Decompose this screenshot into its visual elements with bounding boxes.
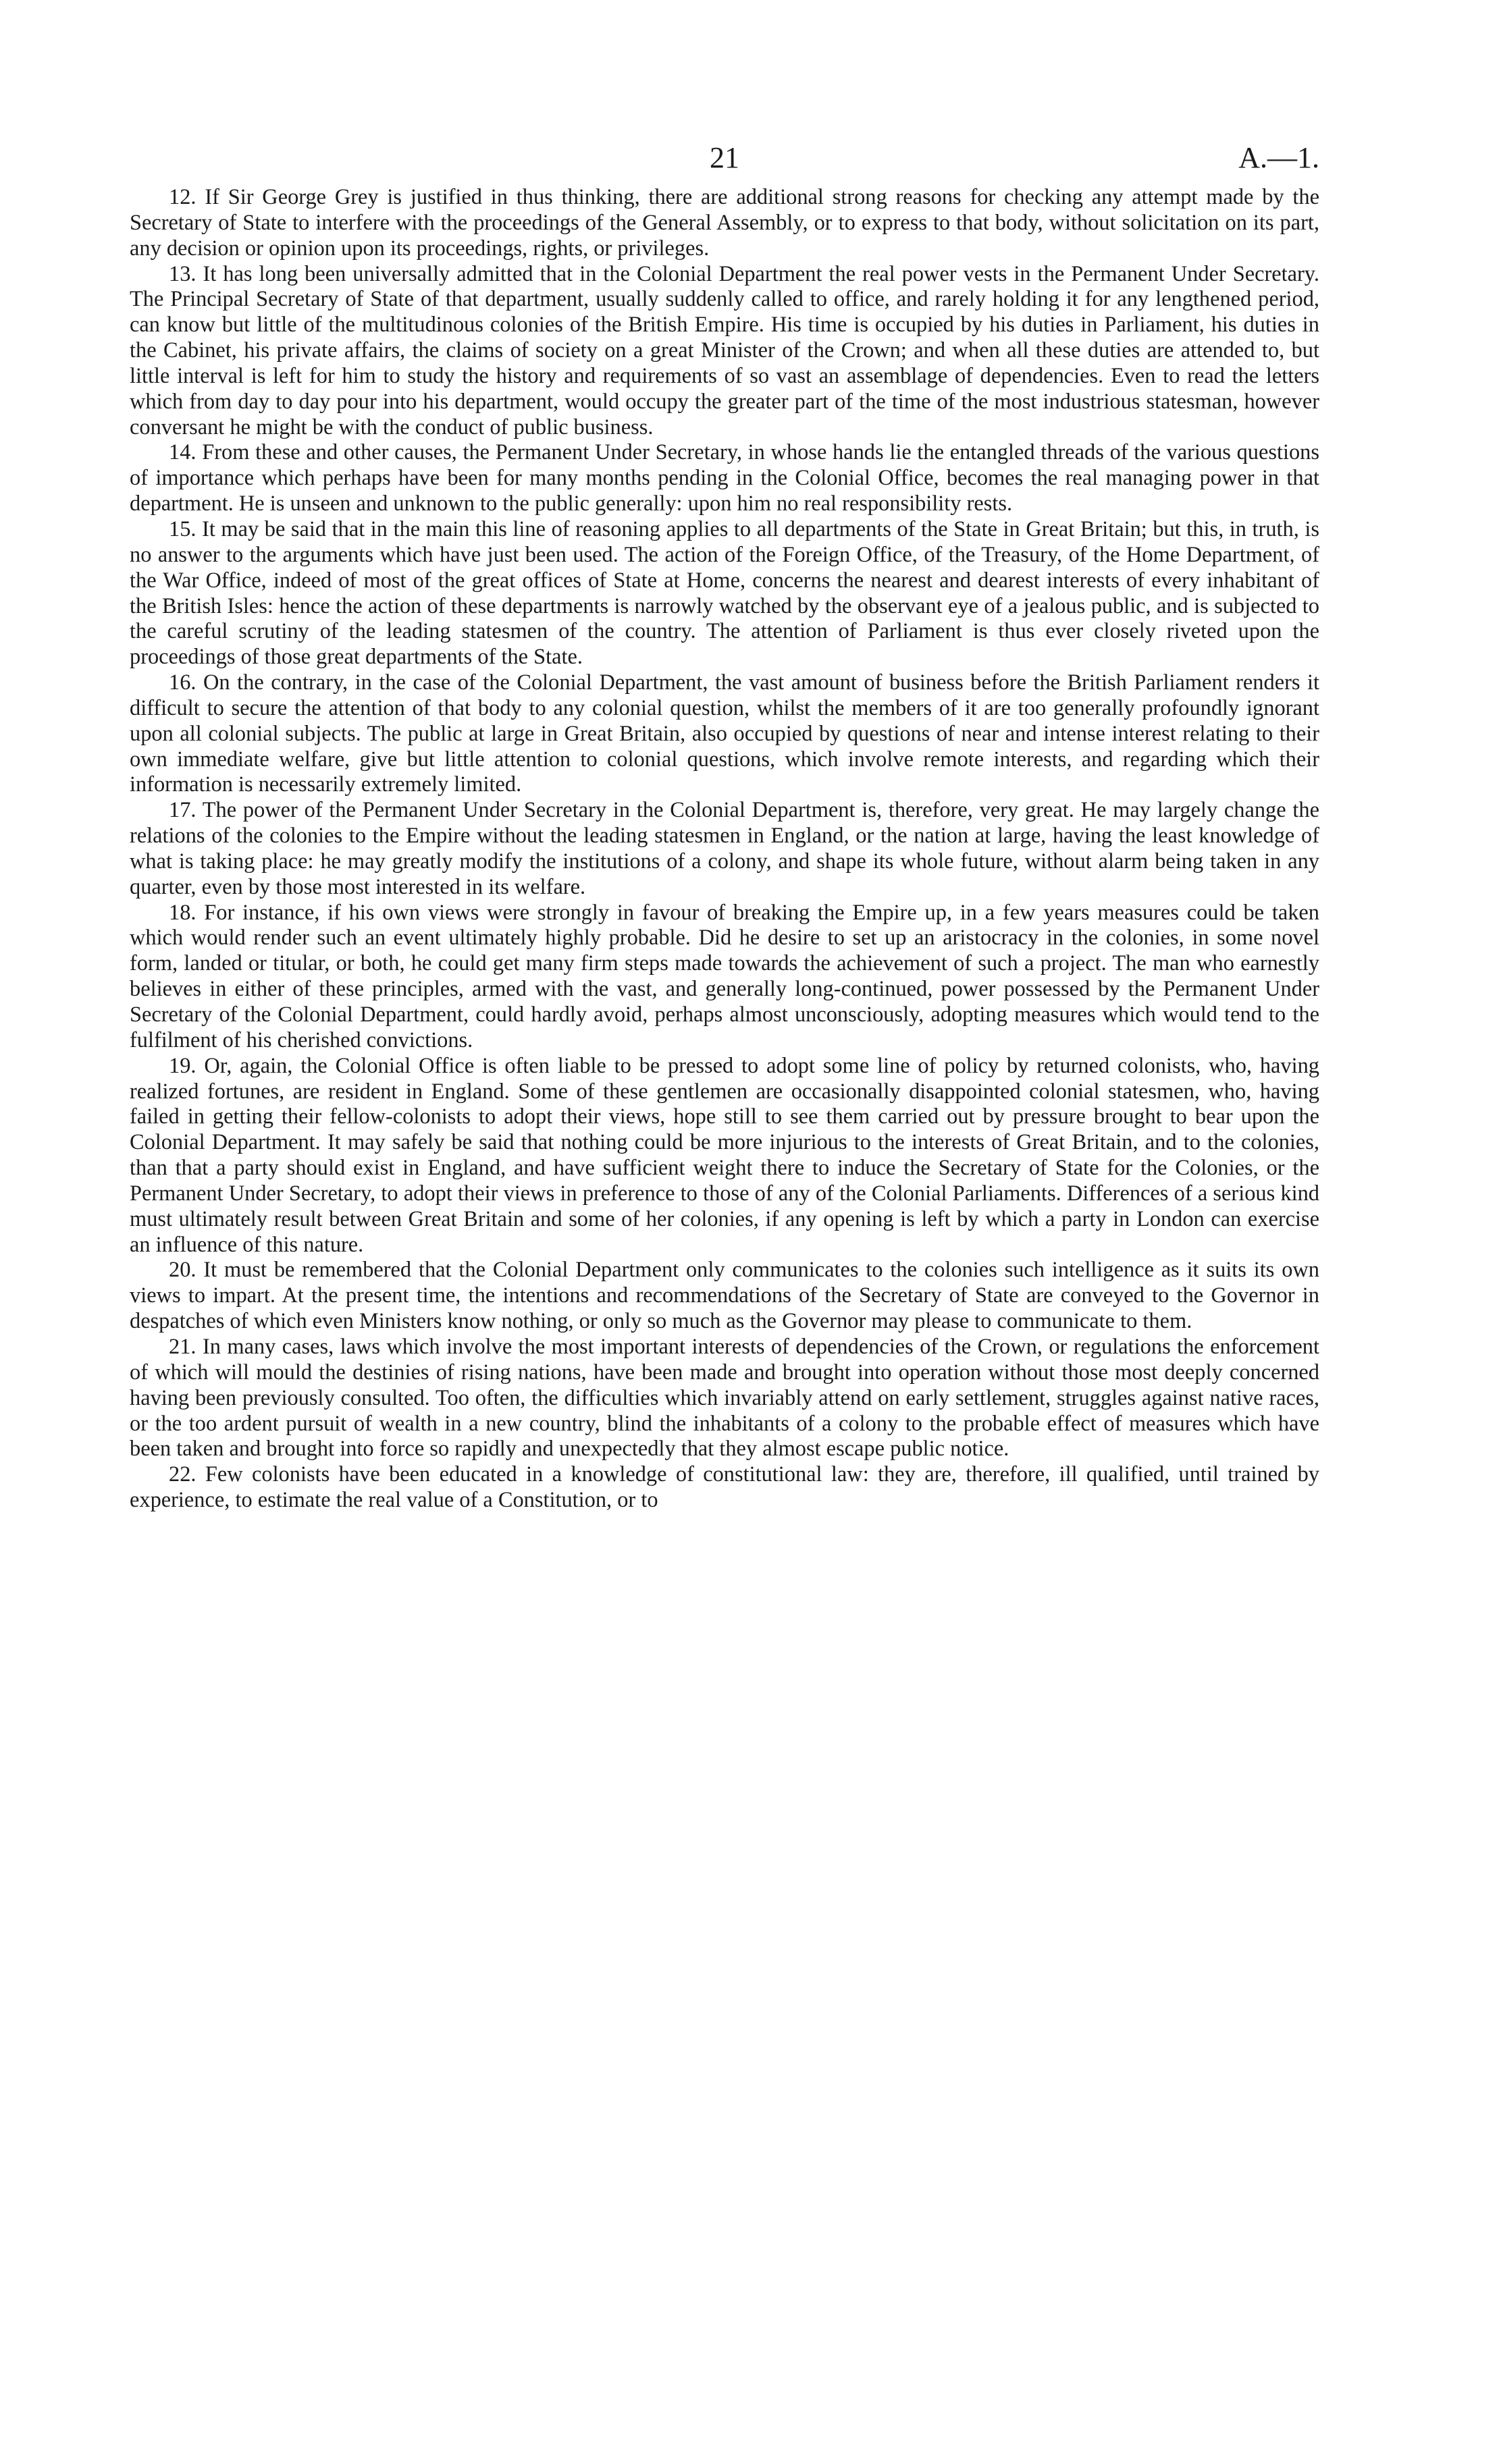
- paragraph-number: 17.: [169, 798, 196, 823]
- paragraph-text: In many cases, laws which involve the most important interests of dependencies of the Crown, or regulations the enforcement of which will mould the destinies of rising nations, have been made and brought into operation without those most deeply concerned having been previously consulted. Too often, the difficulties which invariably attend on early settlement, struggles against native races, or the too ardent pursuit of wealth in a new country, blind the inhabitants of a colony to the probable effect of measures which have been taken and brought into force so rapidly and unexpectedly that they almost escape public notice.: [130, 1334, 1319, 1462]
- paragraph-16: [130, 670, 1319, 798]
- paragraph-number: 16.: [169, 670, 196, 695]
- paragraph-15: [130, 517, 1319, 670]
- paragraph-22: [130, 1462, 1319, 1514]
- paragraph-21: [130, 1335, 1319, 1462]
- paragraph-19: [130, 1054, 1319, 1258]
- paragraph-number: 12.: [169, 185, 196, 209]
- paragraph-number: 20.: [169, 1258, 196, 1283]
- paragraph-text: For instance, if his own views were strongly in favour of breaking the Empire up, in a few years measures could be taken which would render such an event ultimately highly probable. Did he desire to set up an aristocracy in the colonies, in some novel form, landed or titular, or both, he could get many firm steps made towards the achievement of such a project. The man who earnestly believes in either of these principles, armed with the vast, and generally long-continued, power possessed by the Permanent Under Secretary of the Colonial Department, could hardly avoid, perhaps almost unconsciously, adopting measures which would tend to the fulfilment of his cherished convictions.: [130, 900, 1319, 1052]
- paragraph-20: [130, 1258, 1319, 1335]
- paragraph-text: The power of the Permanent Under Secretary in the Colonial Department is, therefore, very great. He may largely change the relations of the colonies to the Empire without the leading statesmen in England, or the nation at large, having the least knowledge of what is taking place: he may greatly modify the institutions of a colony, and shape its whole future, without alarm being taken in any quarter, even by those most interested in its welfare.: [130, 798, 1319, 899]
- paragraph-text: On the contrary, in the case of the Colonial Department, the vast amount of business before the British Parliament renders it difficult to secure the attention of that body to any colonial question, whilst the members of it are too generally profoundly ignorant upon all colonial subjects. The public at large in Great Britain, also occupied by questions of near and intense interest relating to their own immediate welfare, give but little attention to colonial questions, which involve remote interests, and regarding which their information is necessarily extremely limited.: [130, 670, 1319, 797]
- paragraph-18: [130, 901, 1319, 1054]
- page-number: 21: [710, 141, 739, 174]
- paragraph-17: [130, 798, 1319, 900]
- paragraph-13: [130, 262, 1319, 441]
- paragraph-text: It must be remembered that the Colonial Department only communicates to the colonies such intelligence as it suits its own views to impart. At the present time, the intentions and recommendations of the Secretary of State are conveyed to the Governor in despatches of which even Ministers know nothing, or only so much as the Governor may please to communicate to them.: [130, 1258, 1319, 1334]
- paragraph-number: 15.: [169, 516, 196, 541]
- paragraph-text: It has long been universally admitted that in the Colonial Department the real power vests in the Permanent Under Secretary. The Principal Secretary of State of that department, usually suddenly called to office, and rarely holding it for any lengthened period, can know but little of the multitudinous colonies of the British Empire. His time is occupied by his duties in Parliament, his duties in the Cabinet, his private affairs, the claims of society on a great Minister of the Crown; and when all these duties are attended to, but little interval is left for him to study the history and requirements of so vast an assemblage of dependencies. Even to read the letters which from day to day pour into his department, would occupy the greater part of the time of the most industrious statesman, however conversant he might be with the conduct of public business.: [130, 261, 1319, 439]
- body-text: [130, 185, 1319, 1514]
- paragraph-number: 13.: [169, 261, 196, 286]
- paragraph-number: 19.: [169, 1053, 196, 1078]
- paragraph-number: 22.: [169, 1462, 196, 1487]
- paragraph-text: It may be said that in the main this line of reasoning applies to all departments of the State in Great Britain; but this, in truth, is no answer to the arguments which have just been used. The action of the Foreign Office, of the Treasury, of the Home Department, of the War Office, indeed of most of the great offices of State at Home, concerns the nearest and dearest interests of every inhabitant of the British Isles: hence the action of these departments is narrowly watched by the observant eye of a jealous public, and is subjected to the careful scrutiny of the leading statesmen of the country. The attention of Parliament is thus ever closely riveted upon the proceedings of those great departments of the State.: [130, 516, 1319, 670]
- series-code: A.—1.: [1238, 141, 1319, 174]
- paragraph-number: 21.: [169, 1334, 196, 1359]
- paragraph-12: [130, 185, 1319, 262]
- paragraph-text: If Sir George Grey is justified in thus thinking, there are additional strong reasons for checking any attempt made by the Secretary of State to interfere with the proceedings of the General Assembly, or to express to that body, without solicitation on its part, any decision or opinion upon its proceedings, rights, or privileges.: [130, 185, 1319, 261]
- paragraph-number: 18.: [169, 900, 196, 925]
- paragraph-text: Or, again, the Colonial Office is often liable to be pressed to adopt some line of policy by returned colonists, who, having realized fortunes, are resident in England. Some of these gentlemen are occasionally disappointed colonial statesmen, who, having failed in getting their fellow-colonists to adopt their views, hope still to see them carried out by pressure brought to bear upon the Colonial Department. It may safely be said that nothing could be more injurious to the interests of Great Britain, and to the colonies, than that a party should exist in England, and have sufficient weight there to induce the Secretary of State for the Colonies, or the Permanent Under Secretary, to adopt their views in preference to those of any of the Colonial Parliaments. Differences of a serious kind must ultimately result between Great Britain and some of her colonies, if any opening is left by which a party in London can exercise an influence of this nature.: [130, 1053, 1319, 1257]
- running-header: [130, 135, 1319, 185]
- paragraph-text: From these and other causes, the Permanent Under Secretary, in whose hands lie the entangled threads of the various questions of importance which perhaps have been for many months pending in the Colonial Office, becomes the real managing power in that department. He is unseen and unknown to the public generally: upon him no real responsibility rests.: [130, 440, 1319, 516]
- paragraph-14: [130, 440, 1319, 517]
- paragraph-number: 14.: [169, 440, 196, 465]
- paragraph-text: Few colonists have been educated in a knowledge of constitutional law: they are, therefore, ill qualified, until trained by experience, to estimate the real value of a Constitution, or to: [130, 1462, 1319, 1513]
- document-page: [130, 135, 1319, 1514]
